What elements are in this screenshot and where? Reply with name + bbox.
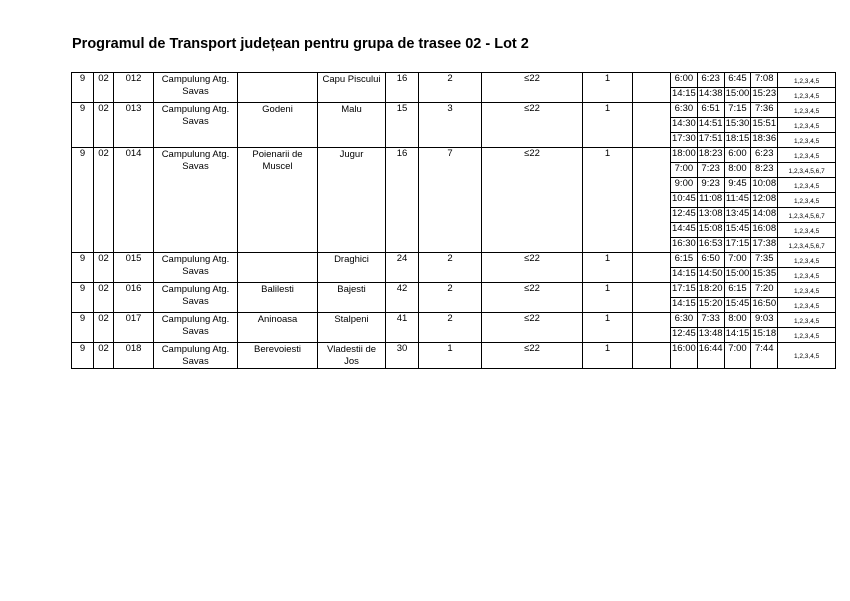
cell-column-1: 9 — [72, 253, 94, 283]
departure-time-4: 7:20 — [751, 283, 778, 298]
cell-distance-km: 41 — [386, 313, 419, 343]
departure-time-2: 14:51 — [697, 118, 724, 133]
page-title: Programul de Transport județean pentru grupa de trasee 02 - Lot 2 — [72, 36, 529, 52]
departure-time-4: 7:08 — [751, 73, 778, 88]
cell-distance-km: 42 — [386, 283, 419, 313]
departure-time-1: 17:30 — [671, 133, 698, 148]
cell-capacity: ≤22 — [482, 343, 583, 369]
operating-days: 1,2,3,4,5 — [778, 268, 836, 283]
cell-vehicles: 1 — [583, 73, 633, 103]
departure-time-1: 17:15 — [671, 283, 698, 298]
departure-time-4: 10:08 — [751, 178, 778, 193]
departure-time-3: 7:00 — [724, 253, 751, 268]
table-row — [72, 283, 836, 298]
departure-time-2: 6:51 — [697, 103, 724, 118]
cell-group: 02 — [94, 148, 114, 253]
departure-time-1: 18:00 — [671, 148, 698, 163]
departure-time-2: 15:20 — [697, 298, 724, 313]
departure-time-3: 15:45 — [724, 223, 751, 238]
departure-time-3: 6:15 — [724, 283, 751, 298]
departure-time-2: 14:38 — [697, 88, 724, 103]
operating-days: 1,2,3,4,5 — [778, 328, 836, 343]
cell-via-station: Poienarii de Muscel — [238, 148, 318, 253]
departure-time-1: 9:00 — [671, 178, 698, 193]
departure-time-3: 6:00 — [724, 148, 751, 163]
cell-start-station: Campulung Atg. Savas — [154, 148, 238, 253]
departure-time-3: 8:00 — [724, 313, 751, 328]
departure-time-2: 15:08 — [697, 223, 724, 238]
operating-days: 1,2,3,4,5 — [778, 298, 836, 313]
operating-days: 1,2,3,4,5 — [778, 103, 836, 118]
cell-spacer — [633, 253, 671, 283]
cell-route-code: 018 — [114, 343, 154, 369]
departure-time-1: 14:15 — [671, 298, 698, 313]
cell-via-station — [238, 73, 318, 103]
cell-start-station: Campulung Atg. Savas — [154, 283, 238, 313]
cell-start-station: Campulung Atg. Savas — [154, 253, 238, 283]
departure-time-2: 13:08 — [697, 208, 724, 223]
table-row — [72, 103, 836, 118]
cell-capacity: ≤22 — [482, 73, 583, 103]
cell-capacity: ≤22 — [482, 253, 583, 283]
cell-start-station: Campulung Atg. Savas — [154, 73, 238, 103]
departure-time-4: 7:44 — [751, 343, 778, 369]
cell-spacer — [633, 343, 671, 369]
cell-destination: Bajesti — [318, 283, 386, 313]
departure-time-2: 7:33 — [697, 313, 724, 328]
departure-time-3: 15:00 — [724, 268, 751, 283]
cell-vehicles: 1 — [583, 313, 633, 343]
departure-time-1: 7:00 — [671, 163, 698, 178]
operating-days: 1,2,3,4,5 — [778, 148, 836, 163]
operating-days: 1,2,3,4,5 — [778, 178, 836, 193]
cell-start-station: Campulung Atg. Savas — [154, 313, 238, 343]
cell-trip-count: 2 — [419, 253, 482, 283]
departure-time-4: 16:50 — [751, 298, 778, 313]
operating-days: 1,2,3,4,5 — [778, 253, 836, 268]
departure-time-1: 16:00 — [671, 343, 698, 369]
departure-time-1: 14:30 — [671, 118, 698, 133]
departure-time-2: 13:48 — [697, 328, 724, 343]
operating-days: 1,2,3,4,5 — [778, 283, 836, 298]
cell-destination: Malu — [318, 103, 386, 148]
departure-time-2: 6:23 — [697, 73, 724, 88]
departure-time-1: 10:45 — [671, 193, 698, 208]
cell-group: 02 — [94, 253, 114, 283]
cell-capacity: ≤22 — [482, 283, 583, 313]
departure-time-2: 14:50 — [697, 268, 724, 283]
departure-time-1: 16:30 — [671, 238, 698, 253]
cell-route-code: 015 — [114, 253, 154, 283]
operating-days: 1,2,3,4,5 — [778, 313, 836, 328]
cell-vehicles: 1 — [583, 253, 633, 283]
departure-time-3: 15:45 — [724, 298, 751, 313]
departure-time-3: 17:15 — [724, 238, 751, 253]
cell-spacer — [633, 313, 671, 343]
cell-group: 02 — [94, 313, 114, 343]
cell-spacer — [633, 73, 671, 103]
departure-time-4: 6:23 — [751, 148, 778, 163]
cell-destination: Jugur — [318, 148, 386, 253]
departure-time-4: 15:23 — [751, 88, 778, 103]
departure-time-4: 7:36 — [751, 103, 778, 118]
cell-group: 02 — [94, 73, 114, 103]
departure-time-4: 17:38 — [751, 238, 778, 253]
cell-via-station: Aninoasa — [238, 313, 318, 343]
departure-time-1: 6:15 — [671, 253, 698, 268]
departure-time-2: 17:51 — [697, 133, 724, 148]
cell-capacity: ≤22 — [482, 148, 583, 253]
schedule-body — [72, 73, 836, 369]
departure-time-3: 18:15 — [724, 133, 751, 148]
departure-time-1: 14:15 — [671, 268, 698, 283]
cell-distance-km: 16 — [386, 148, 419, 253]
cell-column-1: 9 — [72, 148, 94, 253]
table-row — [72, 313, 836, 328]
departure-time-3: 15:30 — [724, 118, 751, 133]
departure-time-1: 14:15 — [671, 88, 698, 103]
cell-group: 02 — [94, 283, 114, 313]
departure-time-1: 12:45 — [671, 208, 698, 223]
cell-trip-count: 2 — [419, 73, 482, 103]
table-row — [72, 148, 836, 163]
departure-time-3: 6:45 — [724, 73, 751, 88]
cell-distance-km: 15 — [386, 103, 419, 148]
cell-distance-km: 24 — [386, 253, 419, 283]
cell-route-code: 016 — [114, 283, 154, 313]
departure-time-3: 13:45 — [724, 208, 751, 223]
cell-column-1: 9 — [72, 73, 94, 103]
departure-time-4: 12:08 — [751, 193, 778, 208]
operating-days: 1,2,3,4,5 — [778, 118, 836, 133]
cell-via-station — [238, 253, 318, 283]
departure-time-4: 14:08 — [751, 208, 778, 223]
departure-time-4: 9:03 — [751, 313, 778, 328]
departure-time-2: 7:23 — [697, 163, 724, 178]
departure-time-3: 7:15 — [724, 103, 751, 118]
operating-days: 1,2,3,4,5,6,7 — [778, 163, 836, 178]
departure-time-4: 15:35 — [751, 268, 778, 283]
departure-time-3: 11:45 — [724, 193, 751, 208]
cell-spacer — [633, 283, 671, 313]
departure-time-1: 6:30 — [671, 313, 698, 328]
operating-days: 1,2,3,4,5 — [778, 133, 836, 148]
cell-via-station: Godeni — [238, 103, 318, 148]
operating-days: 1,2,3,4,5 — [778, 73, 836, 88]
cell-route-code: 013 — [114, 103, 154, 148]
cell-destination: Capu Piscului — [318, 73, 386, 103]
departure-time-4: 7:35 — [751, 253, 778, 268]
cell-trip-count: 2 — [419, 283, 482, 313]
cell-column-1: 9 — [72, 103, 94, 148]
departure-time-2: 11:08 — [697, 193, 724, 208]
cell-capacity: ≤22 — [482, 103, 583, 148]
departure-time-2: 16:44 — [697, 343, 724, 369]
departure-time-2: 6:50 — [697, 253, 724, 268]
departure-time-2: 9:23 — [697, 178, 724, 193]
cell-via-station: Balilesti — [238, 283, 318, 313]
departure-time-2: 18:23 — [697, 148, 724, 163]
departure-time-3: 8:00 — [724, 163, 751, 178]
departure-time-4: 15:18 — [751, 328, 778, 343]
cell-distance-km: 16 — [386, 73, 419, 103]
cell-capacity: ≤22 — [482, 313, 583, 343]
cell-trip-count: 1 — [419, 343, 482, 369]
table-row — [72, 253, 836, 268]
operating-days: 1,2,3,4,5 — [778, 88, 836, 103]
operating-days: 1,2,3,4,5,6,7 — [778, 208, 836, 223]
cell-spacer — [633, 148, 671, 253]
cell-group: 02 — [94, 103, 114, 148]
departure-time-1: 6:30 — [671, 103, 698, 118]
cell-route-code: 017 — [114, 313, 154, 343]
operating-days: 1,2,3,4,5 — [778, 343, 836, 369]
departure-time-2: 16:53 — [697, 238, 724, 253]
departure-time-1: 14:45 — [671, 223, 698, 238]
departure-time-3: 9:45 — [724, 178, 751, 193]
departure-time-4: 8:23 — [751, 163, 778, 178]
departure-time-3: 15:00 — [724, 88, 751, 103]
cell-via-station: Berevoiesti — [238, 343, 318, 369]
cell-destination: Draghici — [318, 253, 386, 283]
cell-trip-count: 7 — [419, 148, 482, 253]
departure-time-3: 7:00 — [724, 343, 751, 369]
cell-column-1: 9 — [72, 313, 94, 343]
departure-time-4: 15:51 — [751, 118, 778, 133]
departure-time-3: 14:15 — [724, 328, 751, 343]
departure-time-4: 18:36 — [751, 133, 778, 148]
operating-days: 1,2,3,4,5,6,7 — [778, 238, 836, 253]
table-row — [72, 73, 836, 88]
cell-distance-km: 30 — [386, 343, 419, 369]
cell-route-code: 012 — [114, 73, 154, 103]
cell-vehicles: 1 — [583, 283, 633, 313]
cell-destination: Stalpeni — [318, 313, 386, 343]
departure-time-1: 6:00 — [671, 73, 698, 88]
cell-trip-count: 2 — [419, 313, 482, 343]
cell-group: 02 — [94, 343, 114, 369]
cell-vehicles: 1 — [583, 148, 633, 253]
cell-column-1: 9 — [72, 343, 94, 369]
operating-days: 1,2,3,4,5 — [778, 193, 836, 208]
cell-route-code: 014 — [114, 148, 154, 253]
cell-column-1: 9 — [72, 283, 94, 313]
cell-spacer — [633, 103, 671, 148]
departure-time-4: 16:08 — [751, 223, 778, 238]
cell-trip-count: 3 — [419, 103, 482, 148]
cell-vehicles: 1 — [583, 103, 633, 148]
cell-vehicles: 1 — [583, 343, 633, 369]
schedule-table — [71, 72, 836, 369]
departure-time-1: 12:45 — [671, 328, 698, 343]
cell-start-station: Campulung Atg. Savas — [154, 103, 238, 148]
departure-time-2: 18:20 — [697, 283, 724, 298]
cell-destination: Vladestii de Jos — [318, 343, 386, 369]
cell-start-station: Campulung Atg. Savas — [154, 343, 238, 369]
operating-days: 1,2,3,4,5 — [778, 223, 836, 238]
table-row — [72, 343, 836, 369]
